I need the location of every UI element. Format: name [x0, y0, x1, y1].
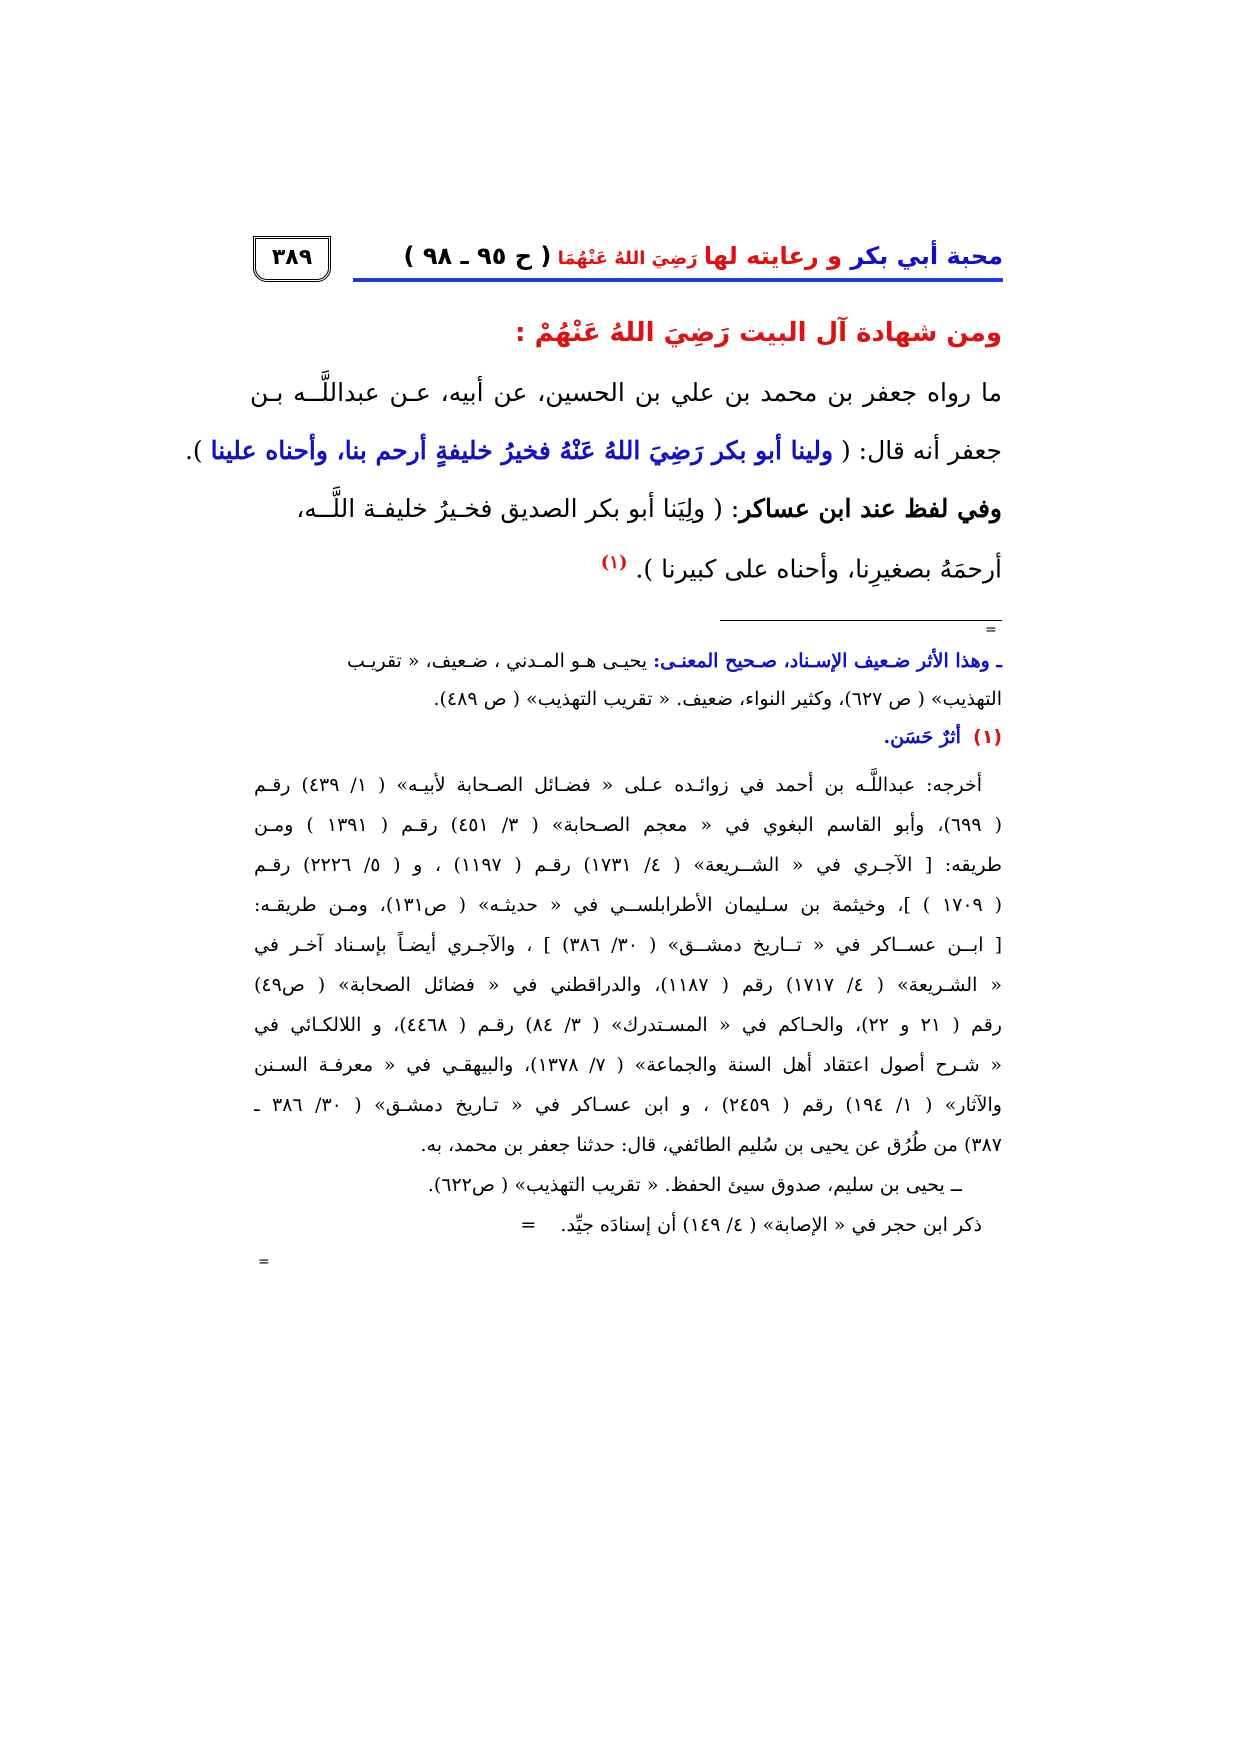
footnote-line: طريقه: [ الآجـري في « الشــريعة» ( ٤/ ١٧٣١) رقـم ( ١١٩٧) ، و ( ٥/ ٢٢٢٦) رقـم	[254, 854, 1002, 876]
section-heading-colon: :	[515, 318, 535, 348]
running-title	[404, 236, 1004, 279]
footnote-divider	[720, 620, 1002, 621]
header-rule	[353, 278, 1003, 282]
footnote-note-2-mark: =	[520, 1214, 537, 1236]
footnote-1-number: (١)	[973, 726, 1002, 748]
footnote-line: « الشـريعة» ( ٤/ ١٧١٧) رقم ( ١١٨٧)، والدراقطني في « فضائل الصحابة» ( ص٤٩)	[254, 974, 1002, 996]
body-line-4-text: أرحمَهُ بصغيرِنا، وأحناه على كبيرنا ).	[635, 554, 1002, 584]
body-line-1: ما رواه جعفر بن محمد بن علي بن الحسين، عن أبيه، عـن عبداللَّــه بـن	[250, 378, 1002, 407]
continuation-mark-bottom: =	[258, 1254, 270, 1270]
running-title-honorific: رَضِيَ اللهُ عَنْهُمَا	[551, 248, 704, 269]
footnote-line: ٣٨٧) من طُرُق عن يحيى بن سُليم الطائفي، قال: حدثنا جعفر بن محمد، به.	[420, 1134, 1002, 1156]
footnote-1-header	[883, 726, 1002, 748]
footnote-line: « شـرح أصول اعتقاد أهل السنة والجماعة» ( ٧/ ١٣٧٨)، والبيهقـي في « معرفـة السـنن	[254, 1054, 1003, 1076]
body-line-2	[185, 436, 1002, 465]
alt-wording-label: وفي لفظ عند ابن عساكر	[739, 494, 1002, 523]
page-header	[253, 236, 1003, 280]
body-line-3	[296, 494, 1002, 523]
footnote-1-grade: أثرٌ حَسَن.	[883, 726, 961, 748]
page-number: ٣٨٩	[253, 236, 331, 282]
section-heading-text: ومن شهادة آل البيت	[730, 318, 1002, 348]
footnote-line: والآثار» ( ١/ ١٩٤) رقم ( ٢٤٥٩) ، و ابن عسـاكر في « تـاريخ دمشـق» ( ٣٠/ ٣٨٦ ـ	[254, 1094, 1002, 1116]
running-title-reference: ( ح ٩٥ ـ ٩٨ )	[403, 242, 552, 270]
footnote-line: رقم ( ٢١ و ٢٢)، والحـاكم في « المسـتدرك» ( ٣/ ٨٤) رقـم ( ٤٤٦٨)، و اللالكـائي في	[254, 1014, 1002, 1036]
footnote-continuation-line-1	[347, 650, 1002, 672]
body-line-2-end: ).	[184, 436, 211, 465]
running-title-part3: رعايته لها	[703, 242, 819, 270]
footnote-grade-intro: ـ وهذا الأثر ضـعيف الإسـناد، صـحيح المعنـى:	[653, 650, 1002, 672]
footnote-continuation-line-2: التهذيب» ( ص ٦٢٧)، وكثير النواء، ضعيف. « تقريب التهذيب» ( ص ٤٨٩).	[433, 688, 1002, 710]
continuation-mark-top: =	[985, 622, 997, 638]
footnote-line: ( ٦٩٩)، وأبو القاسم البغوي في « معجم الصـحابة» ( ٣/ ٤٥١) رقـم ( ١٣٩١ ) ومـن	[254, 814, 1002, 836]
athar-quote: ولينا أبو بكر رَضِيَ اللهُ عَنْهُ فخيرُ خليفةٍ أرحم بنا، وأحناه علينا	[210, 436, 834, 465]
running-title-part2: و	[818, 242, 851, 270]
alt-wording-text: : ( ولِيَنا أبو بكر الصديق فخـيرُ خليفـة اللَّــه،	[296, 494, 740, 523]
body-line-4	[601, 552, 1002, 583]
footnote-intro-rest: يحيـى هـو المـدني ، ضـعيف، « تقريـب	[346, 650, 654, 672]
footnote-note-1: ــ يحيى بن سليم، صدوق سيئ الحفظ. « تقريب التهذيب» ( ص٦٢٢).	[427, 1174, 962, 1196]
running-title-part1: محبة أبي بكر	[850, 242, 1003, 270]
footnote-line: ( ١٧٠٩ ) ]، وخيثمة بن سـليمان الأطرابلســي في « حديثـه» ( ص١٣١)، ومـن طريقـه:	[254, 894, 1002, 916]
footnote-note-2-text: ذكر ابن حجر في « الإصابة» ( ٤/ ١٤٩) أن إسنادَه جيِّد.	[560, 1214, 982, 1236]
footnote-line: [ ابــن عســاكر في « تــاريخ دمشــق» ( ٣٠/ ٣٨٦) ] ، والآجـري أيضـاً بإسـناد آخـر في	[254, 934, 1002, 956]
section-heading	[515, 318, 1002, 348]
footnote-ref-1[interactable]: (١)	[600, 552, 628, 573]
body-line-2-start: جعفر أنه قال: (	[833, 436, 1002, 465]
footnote-line: أخرجه: عبداللَّـه بن أحمد في زوائـده عـلى « فضـائل الصـحابة لأبيـه» ( ١/ ٤٣٩) رقـم	[254, 774, 983, 796]
footnote-note-2	[520, 1214, 982, 1236]
section-heading-honorific: رَضِيَ اللهُ عَنْهُمْ	[534, 318, 731, 348]
